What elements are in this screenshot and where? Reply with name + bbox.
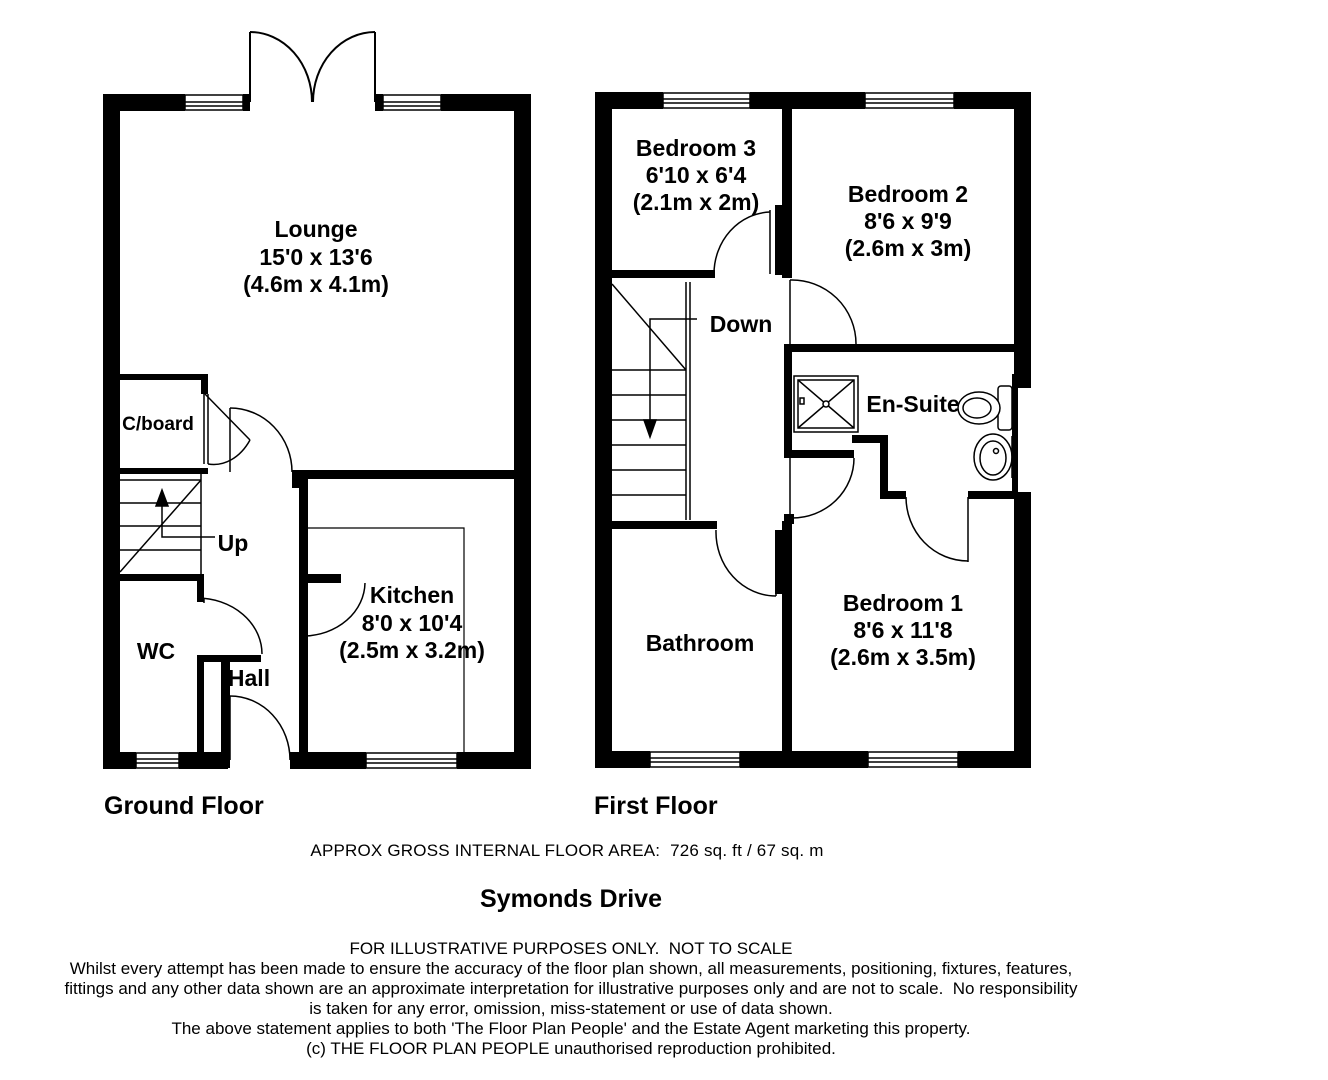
door-icon [714, 210, 770, 274]
room-size-metric-bedroom1: (2.6m x 3.5m) [830, 644, 976, 670]
door-icon [790, 456, 854, 518]
first-floor-plan [595, 92, 1031, 768]
disclaimer-line: fittings and any other data shown are an approximate interpretation for illustrative purposes only and are not to scale. No responsibility [64, 979, 1078, 998]
first-floor-title: First Floor [594, 792, 718, 820]
window-icon [136, 753, 179, 768]
window-icon [868, 752, 958, 767]
window-icon [366, 753, 457, 768]
room-name-wc: WC [136, 638, 176, 664]
disclaimer-line: The above statement applies to both 'The Floor Plan People' and the Estate Agent marketing this property. [171, 1019, 971, 1038]
door-icon [230, 696, 290, 760]
floor-area-text: APPROX GROSS INTERNAL FLOOR AREA: 726 sq. ft / 67 sq. m [310, 841, 824, 860]
french-doors-icon [250, 32, 375, 102]
cupboard-door-icon [204, 394, 250, 464]
stairs-label-up: Up [217, 530, 249, 556]
room-name-kitchen: Kitchen [369, 582, 455, 608]
window-icon [865, 93, 954, 108]
room-size-imperial-bedroom1: 8'6 x 11'8 [853, 617, 953, 643]
window-icon [185, 95, 243, 110]
window-icon [663, 93, 750, 108]
room-name-lounge: Lounge [274, 216, 358, 242]
room-name-bedroom2: Bedroom 2 [847, 181, 969, 207]
room-size-imperial-lounge: 15'0 x 13'6 [259, 244, 373, 270]
door-icon [302, 578, 365, 638]
disclaimer-line: (c) THE FLOOR PLAN PEOPLE unauthorised reproduction prohibited. [306, 1039, 836, 1058]
disclaimer-line: is taken for any error, omission, miss-statement or use of data shown. [309, 999, 833, 1018]
shower-tray-icon [794, 376, 858, 432]
disclaimer [0, 939, 1142, 1059]
window-icon [383, 95, 441, 110]
room-name-bedroom1: Bedroom 1 [842, 590, 964, 616]
window-icon [650, 752, 740, 767]
door-icon [197, 598, 262, 654]
room-size-metric-lounge: (4.6m x 4.1m) [243, 271, 389, 297]
room-size-imperial-kitchen: 8'0 x 10'4 [361, 610, 463, 636]
room-name-ensuite: En-Suite [866, 391, 960, 417]
door-icon [906, 497, 968, 562]
ground-floor-title: Ground Floor [104, 792, 264, 820]
ground-floor-plan [103, 32, 531, 769]
disclaimer-line: FOR ILLUSTRATIVE PURPOSES ONLY. NOT TO SCALE [349, 939, 793, 958]
room-size-imperial-bedroom3: 6'10 x 6'4 [645, 162, 747, 188]
stairs-label-down: Down [709, 311, 773, 337]
disclaimer-line: Whilst every attempt has been made to ensure the accuracy of the floor plan shown, all measurements, positioning, fixtures, features, [69, 959, 1073, 978]
room-name-cupboard: C/board [122, 414, 194, 435]
toilet-icon [958, 386, 1012, 430]
property-address: Symonds Drive [479, 885, 662, 913]
basin-icon [974, 434, 1012, 480]
door-icon [790, 280, 856, 344]
room-size-metric-bedroom2: (2.6m x 3m) [844, 235, 972, 261]
door-icon [230, 408, 292, 472]
stairs-down-icon [612, 282, 697, 520]
room-size-metric-kitchen: (2.5m x 3.2m) [339, 637, 485, 663]
room-name-bathroom: Bathroom [645, 630, 755, 656]
room-name-hall: Hall [227, 665, 271, 691]
stairs-up-icon [120, 474, 215, 574]
room-size-imperial-bedroom2: 8'6 x 9'9 [864, 208, 952, 234]
room-name-bedroom3: Bedroom 3 [635, 135, 757, 161]
room-size-metric-bedroom3: (2.1m x 2m) [632, 189, 760, 215]
door-icon [716, 530, 776, 596]
